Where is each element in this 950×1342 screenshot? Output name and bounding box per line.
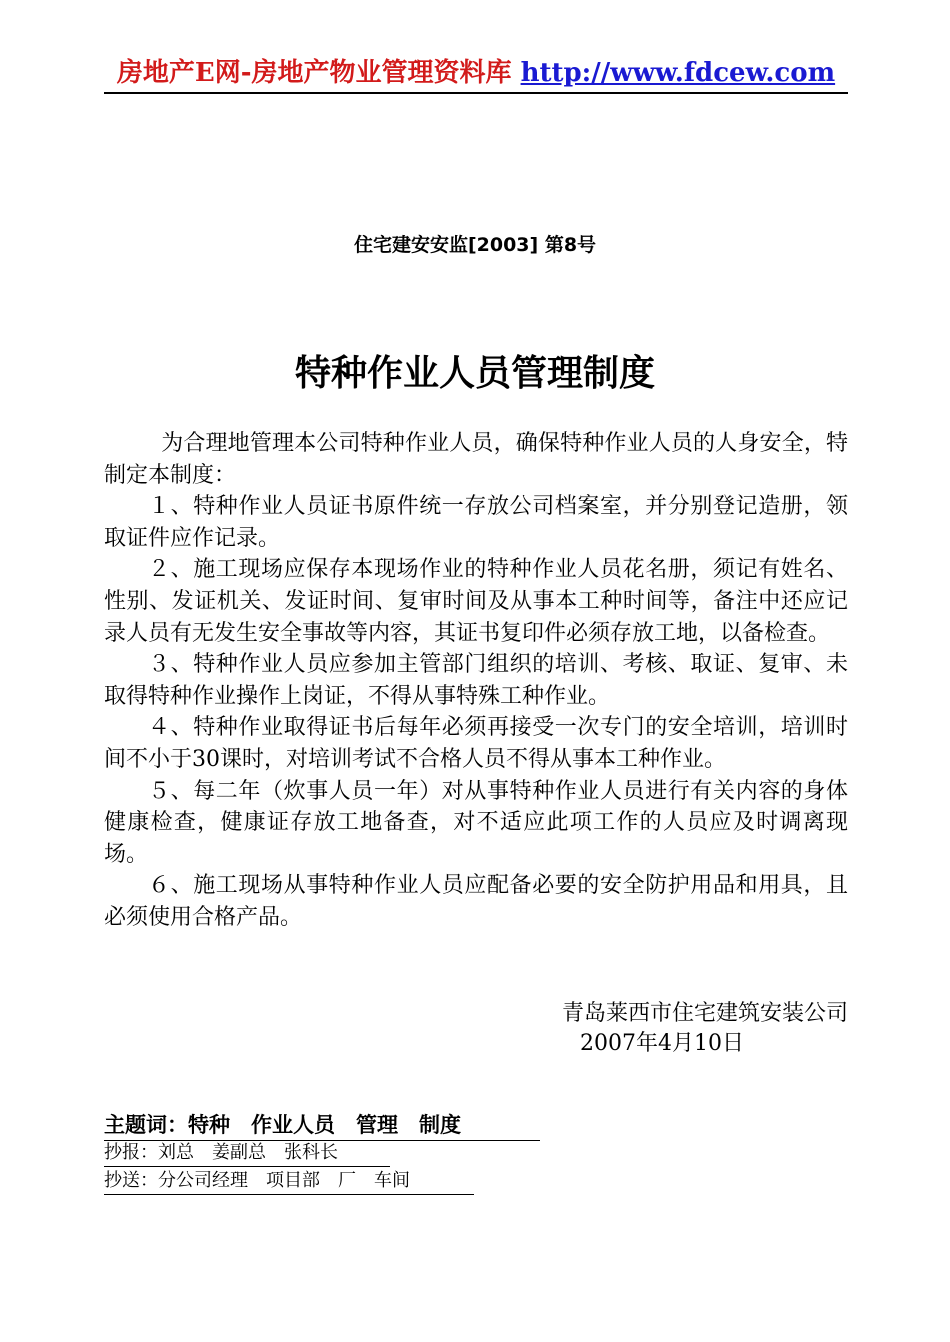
document-title: 特种作业人员管理制度 bbox=[294, 353, 655, 394]
site-header bbox=[104, 56, 848, 94]
clause-2: ２、施工现场应保存本现场作业的特种作业人员花名册，须记有姓名、性别、发证机关、发证时间、复审时间及从事本工种时间等，备注中还应记录人员有无发生安全事故等内容，其证书复印件必须存放工地，以备检查。 bbox=[104, 557, 848, 646]
clause-1: １、特种作业人员证书原件统一存放公司档案室，并分别登记造册，领取证件应作记录。 bbox=[104, 494, 848, 551]
issue-date: 2007年4月10日 bbox=[580, 1031, 744, 1056]
intro-paragraph: 为合理地管理本公司特种作业人员，确保特种作业人员的人身安全，特制定本制度： bbox=[104, 431, 848, 488]
clause-4: ４、特种作业取得证书后每年必须再接受一次专门的安全培训，培训时间不小于30课时，对培训考试不合格人员不得从事本工种作业。 bbox=[104, 715, 848, 772]
send-to-line: 抄送：分公司经理 项目部 厂 车间 bbox=[104, 1168, 474, 1195]
subject-keywords: 主题词：特种 作业人员 管理 制度 bbox=[104, 1110, 540, 1141]
clause-5: ５、每二年（炊事人员一年）对从事特种作业人员进行有关内容的身体健康检查，健康证存放工地备查，对不适应此项工作的人员应及时调离现场。 bbox=[104, 778, 848, 867]
clause-3: ３、特种作业人员应参加主管部门组织的培训、考核、取证、复审、未取得特种作业操作上岗证，不得从事特殊工种作业。 bbox=[104, 652, 848, 709]
document-number: 住宅建安安监[2003] 第8号 bbox=[353, 234, 597, 256]
issuing-company: 青岛莱西市住宅建筑安装公司 bbox=[561, 1001, 848, 1026]
site-url-link[interactable]: http://www.fdcew.com bbox=[520, 58, 836, 88]
report-to-line: 抄报：刘总 姜副总 张科长 bbox=[104, 1140, 390, 1167]
site-name: 房地产E网-房地产物业管理资料库 bbox=[116, 58, 512, 88]
clause-6: ６、施工现场从事特种作业人员应配备必要的安全防护用品和用具，且必须使用合格产品。 bbox=[104, 873, 848, 930]
document-body bbox=[104, 428, 848, 934]
